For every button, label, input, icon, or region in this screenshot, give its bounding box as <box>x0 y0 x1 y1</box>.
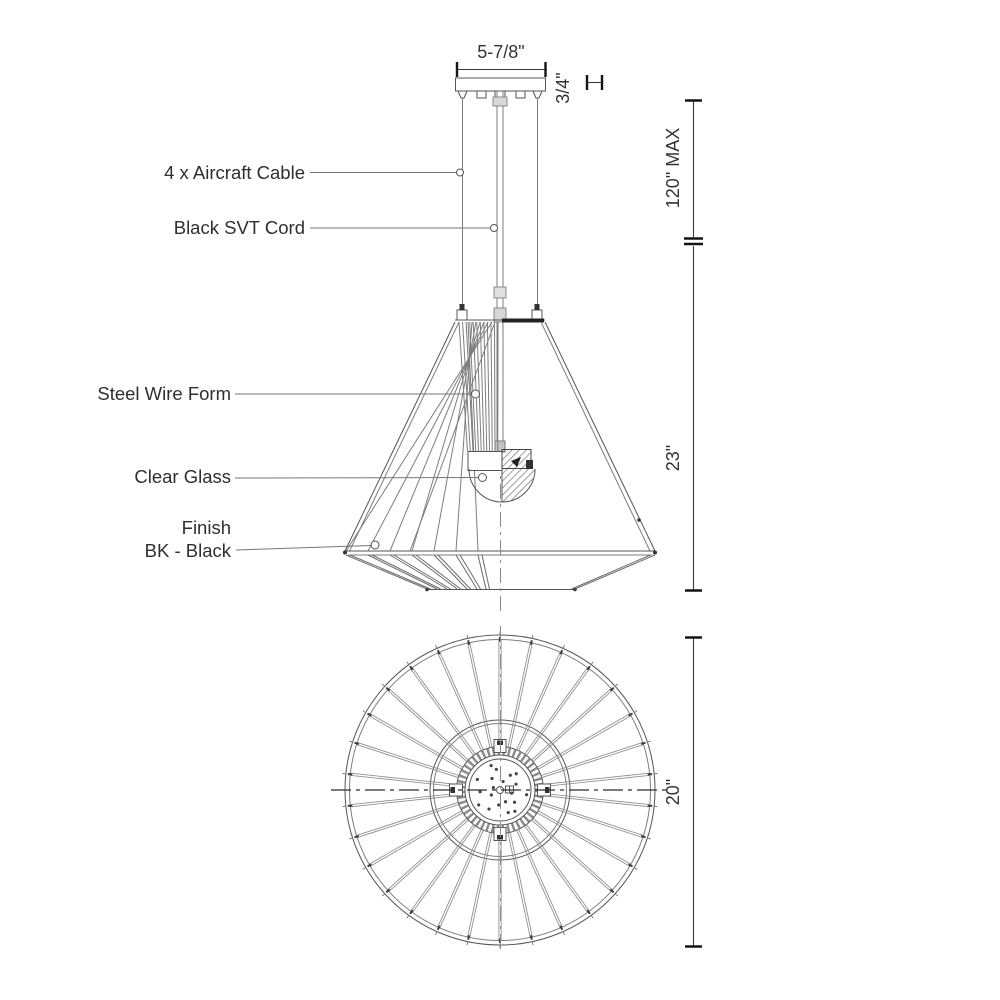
dim-shade-height: 23" <box>663 444 683 472</box>
cable-connector <box>457 310 467 320</box>
dim-canopy-height: 3/4" <box>553 72 573 104</box>
lamp-socket <box>468 450 533 471</box>
glass-diffuser <box>469 469 535 502</box>
canopy-tab <box>477 91 486 98</box>
label-svt-cord: Black SVT Cord <box>173 217 305 238</box>
cord-fitting <box>494 287 506 298</box>
side-elevation-view <box>97 42 703 614</box>
top-plan-view <box>331 626 702 954</box>
label-finish: Finish <box>181 517 231 538</box>
dim-shade-height-group <box>663 246 702 591</box>
wire-bundle <box>459 322 498 451</box>
leader-target-clear-glass <box>479 474 487 482</box>
label-steel-wire-form: Steel Wire Form <box>97 383 231 404</box>
label-finish-value: BK - Black <box>144 540 231 561</box>
dim-canopy-width: 5-7/8" <box>477 42 525 62</box>
leader-target-aircraft-cable <box>457 169 464 176</box>
dim-canopy-height-group <box>553 72 602 103</box>
cord-fitting <box>493 97 507 106</box>
canopy-tab <box>516 91 525 98</box>
callout-labels <box>97 162 497 561</box>
canopy <box>456 78 546 91</box>
dim-shade-diameter: 20" <box>663 778 683 806</box>
cable-gripper <box>533 91 542 98</box>
leader-target-svt-cord <box>491 225 498 232</box>
leader-clear-glass <box>235 478 478 479</box>
leader-target-finish <box>371 541 379 549</box>
dim-shade-diameter-group <box>663 638 702 947</box>
cable-bead <box>535 304 540 310</box>
cable-gripper <box>458 91 467 98</box>
dim-canopy-width-group <box>457 42 546 77</box>
dim-max-drop: 120" MAX <box>663 127 683 209</box>
leader-target-steel-wire-form <box>472 390 480 398</box>
dim-max-drop-group <box>663 101 703 245</box>
cable-bead <box>460 304 465 310</box>
label-aircraft-cable: 4 x Aircraft Cable <box>164 162 305 183</box>
label-clear-glass: Clear Glass <box>134 466 231 487</box>
